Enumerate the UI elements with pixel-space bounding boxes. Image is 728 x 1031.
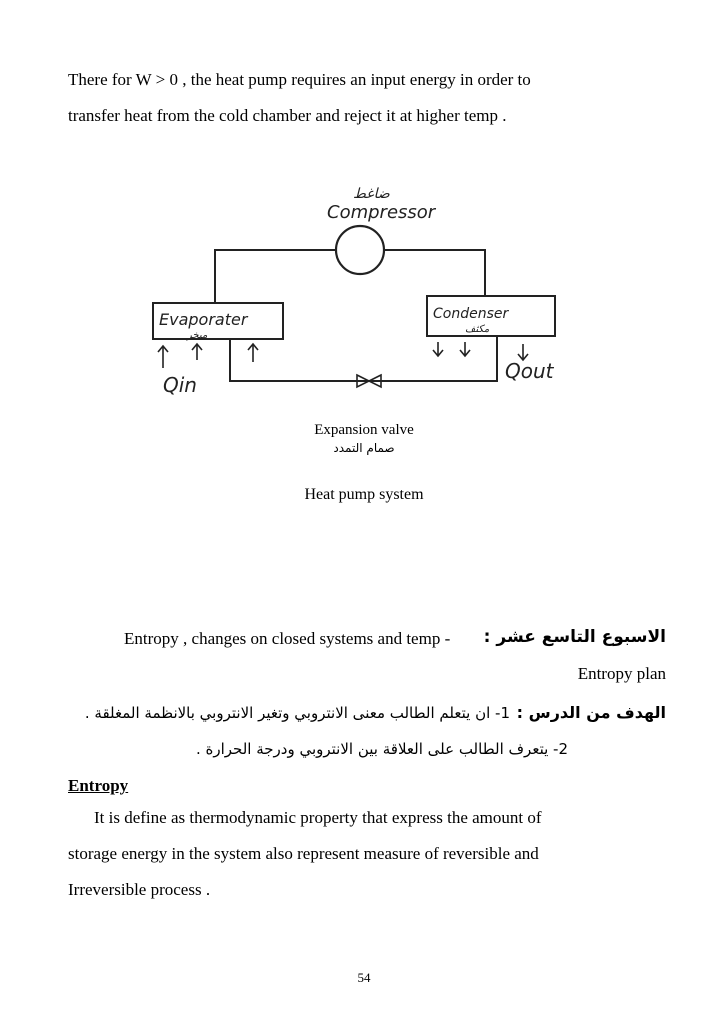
entropy-line-3: Irreversible process . [68,880,211,899]
evaporator-label: Evaporater [159,310,248,329]
compressor-circle [336,226,384,274]
entropy-plan: Entropy plan [577,664,666,683]
q-out-label: Qout [505,359,554,383]
return-pipe [230,336,497,381]
entropy-line-1: It is define as thermodynamic property that express the amount of [94,808,542,827]
objective-1-ar: 1- ان يتعلم الطالب معنى الانتروبي وتغير الانتروبي بالانظمة المغلقة . [84,704,510,722]
heat-in-arrow-1 [158,346,168,368]
condenser-label: Condenser [433,306,509,322]
week-topic: Entropy , changes on closed systems and temp - [124,629,451,648]
left-pipe [215,250,336,303]
heat-out-arrow-2 [460,342,470,356]
heat-out-arrow-1 [433,342,443,356]
expansion-valve-label: Expansion valve [314,422,414,438]
heat-in-arrow-3 [248,344,258,362]
objective-2-ar: 2- يتعرف الطالب على العلاقة بين الانتروبي ودرجة الحرارة . [195,740,568,758]
right-pipe [384,250,485,296]
compressor-label-ar: ضاغط [353,186,390,202]
heat-out-arrow-3 [518,344,528,360]
week-heading-ar: الاسبوع التاسع عشر : [483,627,666,647]
entropy-line-2: storage energy in the system also represent measure of reversible and [68,844,539,863]
diagram-caption: Heat pump system [304,486,424,503]
entropy-heading: Entropy [68,776,129,795]
objective-label-ar: الهدف من الدرس : [516,703,666,722]
compressor-label: Compressor [327,202,436,223]
expansion-valve-label-ar: صمام التمدد [333,441,395,455]
heat-in-arrow-2 [192,344,202,360]
intro-line-1: There for W > 0 , the heat pump requires an input energy in order to [68,70,531,89]
intro-line-2: transfer heat from the cold chamber and reject it at higher temp . [68,106,507,125]
page-number: 54 [357,970,371,985]
evaporator-label-ar: مبخر [187,330,208,341]
condenser-label-ar: مكثف [465,324,490,335]
heat-pump-diagram [135,178,595,408]
q-in-label: Qin [163,373,197,397]
